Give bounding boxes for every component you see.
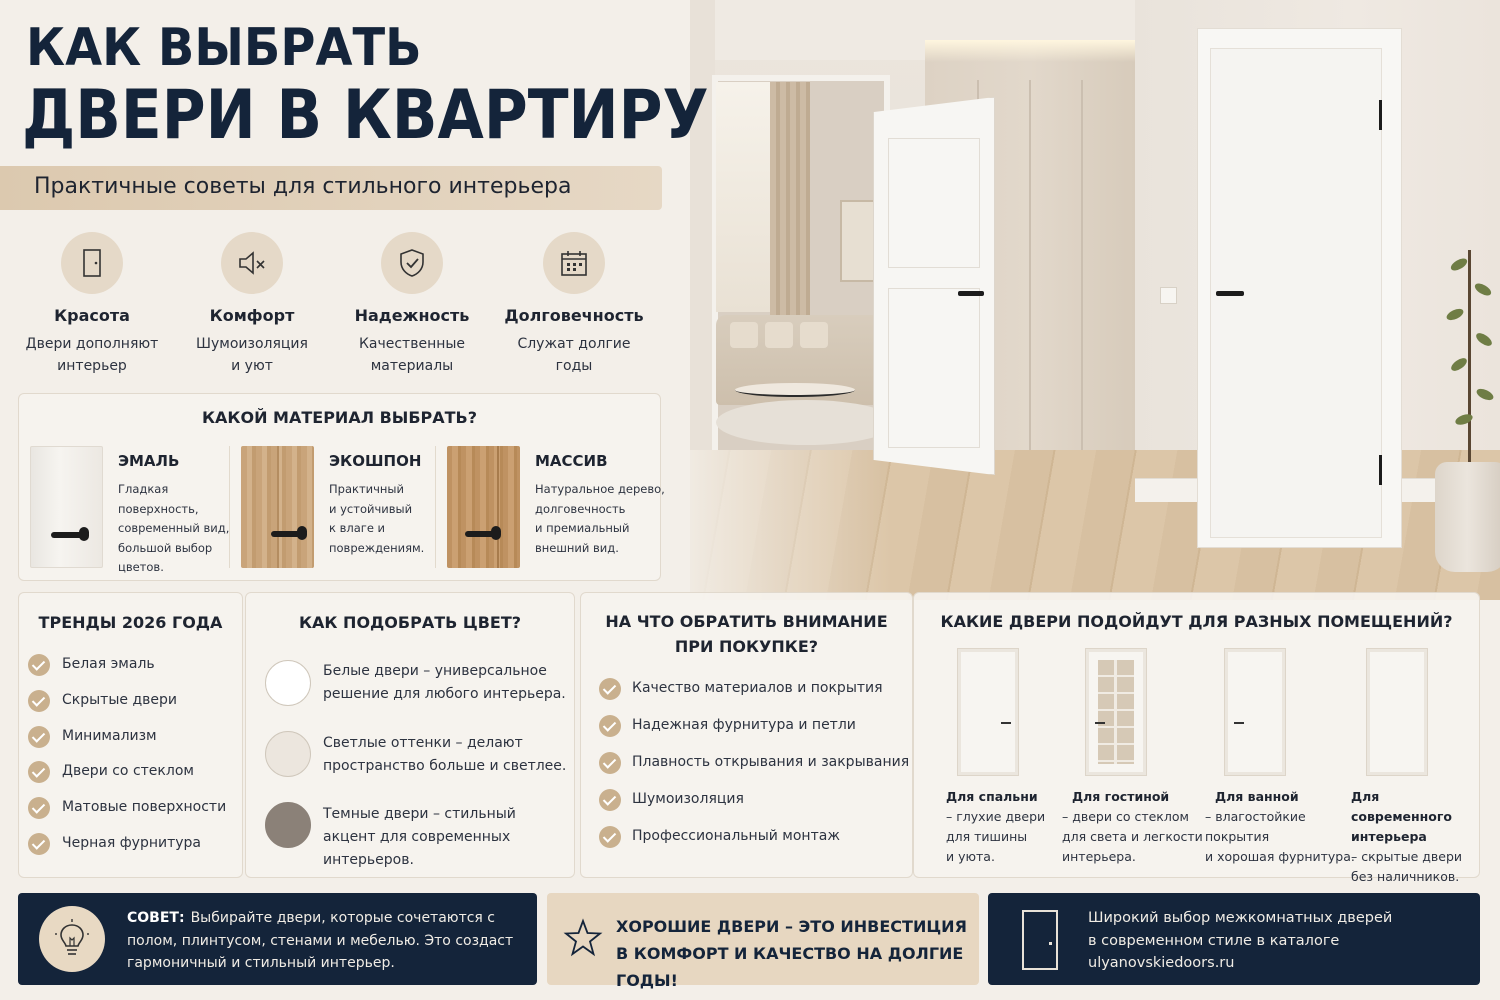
catalog-text	[1088, 907, 1392, 975]
check-icon	[28, 761, 50, 783]
check-icon	[28, 654, 50, 676]
attention-item: Качество материалов и покрытия	[632, 680, 883, 696]
room-name: Для гостиной	[1072, 789, 1170, 804]
room-label	[1062, 787, 1212, 867]
feature-reliability	[332, 232, 492, 377]
room-name: Для ванной	[1215, 789, 1299, 804]
check-icon	[28, 726, 50, 748]
ecoveneer-door-image	[241, 446, 314, 568]
color-tip: Светлые оттенки – делают пространство больше и светлее.	[323, 735, 567, 774]
catalog-banner[interactable]	[988, 893, 1480, 985]
trend-item: Скрытые двери	[62, 692, 177, 708]
check-icon	[599, 752, 621, 774]
trends-title: ТРЕНДЫ 2026 ГОДА	[38, 613, 223, 632]
check-icon	[599, 715, 621, 737]
material-desc: Гладкая поверхность, современный вид, большой выбор цветов.	[118, 482, 230, 574]
rooms-title: КАКИЕ ДВЕРИ ПОДОЙДУТ ДЛЯ РАЗНЫХ ПОМЕЩЕНИЙ?	[940, 612, 1453, 631]
material-desc: Натуральное дерево, долговечность и премиальный внешний вид.	[535, 482, 665, 555]
door-icon	[61, 232, 123, 294]
room-label	[1351, 787, 1476, 887]
feature-title: Комфорт	[209, 306, 295, 325]
room-desc: – влагостойкие покрытия и хорошая фурнитура.	[1205, 809, 1355, 864]
check-icon	[599, 789, 621, 811]
attention-item: Профессиональный монтаж	[632, 828, 840, 844]
bathroom-door-image	[1225, 649, 1285, 775]
check-icon	[599, 826, 621, 848]
room-desc: – двери со стеклом для света и легкости интерьера.	[1062, 809, 1203, 864]
material-name: ЭКОШПОН	[329, 452, 422, 470]
light-swatch	[265, 731, 311, 777]
colors-card	[245, 592, 575, 878]
white-swatch	[265, 660, 311, 706]
mute-speaker-icon	[221, 232, 283, 294]
dark-swatch	[265, 802, 311, 848]
materials-card	[18, 393, 665, 581]
room-desc: – глухие двери для тишины и уюта.	[946, 809, 1046, 864]
solidwood-door-image	[447, 446, 520, 568]
feature-title: Долговечность	[504, 306, 644, 325]
feature-desc: Двери дополняют интерьер	[25, 336, 159, 374]
lightbulb-icon	[39, 906, 105, 972]
trend-item: Минимализм	[62, 728, 157, 744]
attention-title: НА ЧТО ОБРАТИТЬ ВНИМАНИЕ ПРИ ПОКУПКЕ?	[605, 612, 888, 656]
star-icon	[563, 918, 603, 958]
check-icon	[28, 690, 50, 712]
feature-durability	[494, 232, 654, 377]
color-tip: Белые двери – универсальное решение для любого интерьера.	[323, 663, 566, 702]
invest-banner	[547, 893, 979, 990]
materials-title: КАКОЙ МАТЕРИАЛ ВЫБРАТЬ?	[201, 408, 478, 427]
trend-item: Белая эмаль	[62, 656, 155, 672]
subtitle: Практичные советы для стильного интерьера	[34, 174, 572, 199]
catalog-desc: Широкий выбор межкомнатных дверей в современном стиле в каталоге	[1088, 910, 1393, 949]
page-title-line2: ДВЕРИ В КВАРТИРУ	[22, 76, 709, 155]
room-label	[1205, 787, 1355, 867]
room-desc: – скрытые двери без наличников.	[1351, 849, 1463, 884]
trends-card	[18, 592, 243, 878]
shield-check-icon	[381, 232, 443, 294]
feature-desc: Шумоизоляция и уют	[196, 336, 308, 374]
trend-item: Матовые поверхности	[62, 799, 227, 815]
feature-desc: Служат долгие годы	[517, 336, 631, 374]
page-title-line1: КАК ВЫБРАТЬ	[26, 18, 422, 78]
bedroom-door-image	[958, 649, 1018, 775]
trend-item: Двери со стеклом	[62, 763, 194, 779]
material-desc: Практичный и устойчивый к влаге и повреждениям.	[329, 482, 425, 555]
invest-text: ХОРОШИЕ ДВЕРИ – ЭТО ИНВЕСТИЦИЯ В КОМФОРТ И КАЧЕСТВО НА ДОЛГИЕ ГОДЫ!	[616, 917, 967, 990]
color-tip: Темные двери – стильный акцент для современных интерьеров.	[323, 806, 516, 868]
tip-text	[127, 907, 527, 975]
tip-body: Выбирайте двери, которые сочетаются с полом, плинтусом, стенами и мебелью. Это создаст гармоничный и стильный интерьер.	[127, 910, 514, 971]
tip-label: СОВЕТ:	[127, 910, 185, 926]
catalog-link[interactable]: ulyanovskiedoors.ru	[1088, 955, 1235, 971]
check-icon	[28, 797, 50, 819]
attention-card	[580, 592, 913, 878]
feature-beauty	[12, 232, 172, 377]
calendar-icon	[543, 232, 605, 294]
feature-comfort	[172, 232, 332, 377]
room-name: Для современного интерьера	[1351, 789, 1453, 844]
rooms-card	[913, 592, 1480, 884]
feature-desc: Качественные материалы	[358, 336, 466, 374]
subtitle-bar	[0, 166, 662, 210]
attention-item: Надежная фурнитура и петли	[632, 717, 856, 733]
hidden-door-image	[1367, 649, 1427, 775]
enamel-door-image	[30, 446, 103, 568]
feature-title: Красота	[54, 306, 130, 325]
room-name: Для спальни	[946, 789, 1038, 804]
material-name: МАССИВ	[535, 452, 608, 470]
livingroom-door-image	[1086, 649, 1146, 775]
colors-title: КАК ПОДОБРАТЬ ЦВЕТ?	[298, 613, 522, 632]
attention-item: Шумоизоляция	[632, 791, 744, 807]
tip-banner	[18, 893, 537, 985]
check-icon	[28, 833, 50, 855]
material-name: ЭМАЛЬ	[118, 452, 180, 470]
interior-photo	[690, 0, 1500, 600]
trend-item: Черная фурнитура	[62, 835, 202, 851]
check-icon	[599, 678, 621, 700]
feature-title: Надежность	[354, 306, 470, 325]
attention-item: Плавность открывания и закрывания	[632, 754, 910, 770]
door-icon	[1022, 910, 1058, 970]
